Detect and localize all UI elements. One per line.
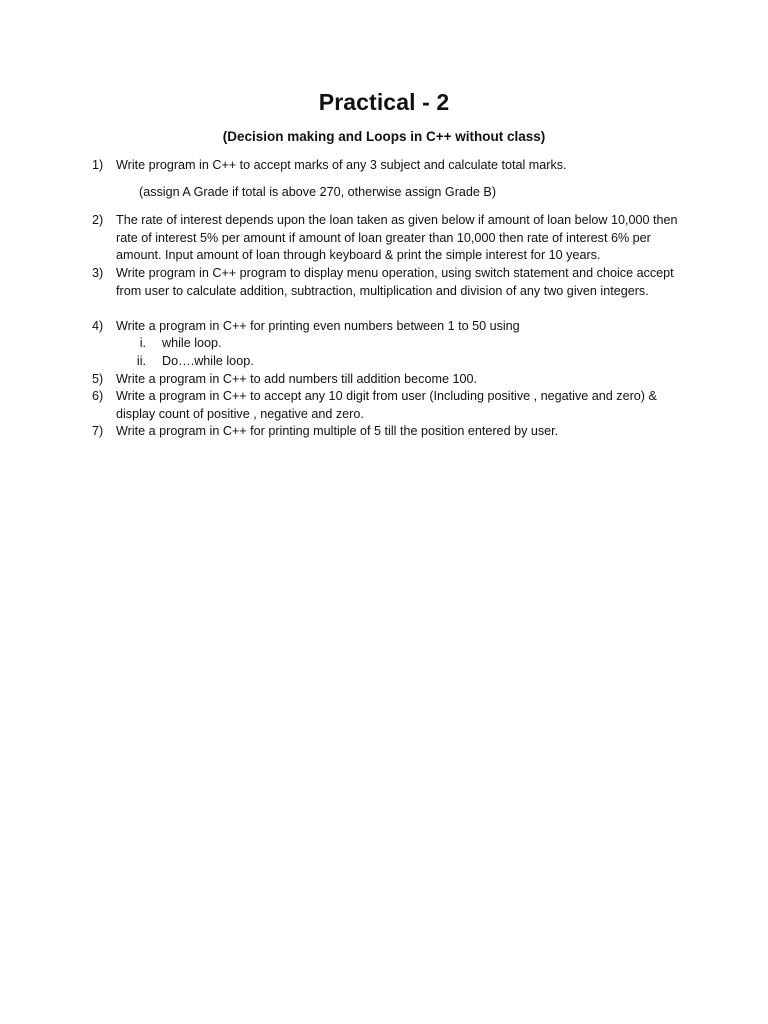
list-item-number: 1) <box>92 158 104 172</box>
list-item-text: Write a program in C++ for printing multiple of 5 till the position entered by user. <box>116 424 559 438</box>
list-item-2 <box>92 212 692 265</box>
list-item-1 <box>92 157 692 175</box>
list-item-5 <box>92 371 692 389</box>
sub-item-1 <box>116 335 676 353</box>
sub-item-text: while loop. <box>162 336 222 350</box>
list-item-4 <box>92 318 692 336</box>
list-item-6 <box>92 388 692 423</box>
list-item-number: 7) <box>92 424 104 438</box>
list-item-number: 3) <box>92 266 104 280</box>
list-item-text: The rate of interest depends upon the loan taken as given below if amount of loan below 10,000 then rate of interest 5% per amount if amount of loan greater than 10,000 then rate of interest 6% per amount. Input amount of loan through keyboard & print the simple interest for 10 years. <box>116 213 678 262</box>
list-item-text: Write a program in C++ to accept any 10 digit from user (Including positive , negative and zero) & display count of positive , negative and zero. <box>116 389 657 421</box>
page-subtitle: (Decision making and Loops in C++ without class) <box>222 129 546 144</box>
list-item-text: Write program in C++ program to display menu operation, using switch statement and choice accept from user to calculate addition, subtraction, multiplication and division of any two given integers. <box>116 266 674 298</box>
list-item-text: Write program in C++ to accept marks of any 3 subject and calculate total marks. <box>116 158 567 172</box>
list-item-number: 2) <box>92 213 104 227</box>
page-title: Practical - 2 <box>318 89 450 115</box>
list-item-text: Write a program in C++ for printing even numbers between 1 to 50 using <box>116 319 520 333</box>
list-item-3 <box>92 265 692 300</box>
list-item-number: 5) <box>92 372 104 386</box>
list-item-number: 4) <box>92 319 104 333</box>
sub-item-numeral: ii. <box>136 354 146 368</box>
grade-note: (assign A Grade if total is above 270, otherwise assign Grade B) <box>139 185 497 199</box>
list-item-number: 6) <box>92 389 104 403</box>
list-item-7 <box>92 423 692 441</box>
sub-item-text: Do….while loop. <box>162 354 254 368</box>
sub-item-numeral: i. <box>139 336 146 350</box>
sub-item-2 <box>116 353 676 371</box>
list-item-text: Write a program in C++ to add numbers till addition become 100. <box>116 372 477 386</box>
